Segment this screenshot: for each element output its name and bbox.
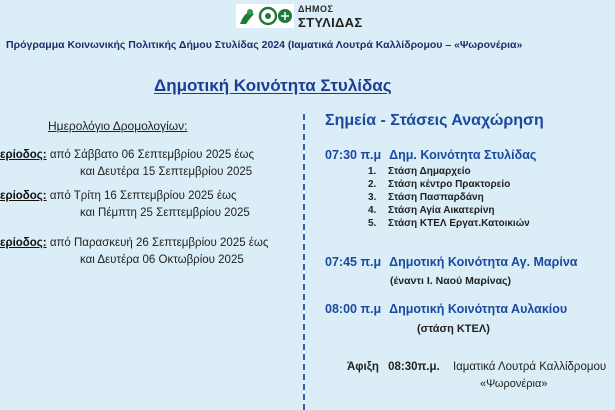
route-note: (στάση ΚΤΕΛ) (417, 323, 490, 335)
period-start: από Παρασκευή 26 Σεπτεμβρίου 2025 έως (49, 237, 269, 249)
arrival-place: Ιαματικά Λουτρά Καλλίδρομου (452, 361, 607, 373)
list-item: 1. Στάση Δημαρχείο (368, 166, 471, 177)
community-title: Δημοτική Κοινότητα Στυλίδας (154, 76, 392, 95)
route-place: Δημ. Κοινότητα Στυλίδας (389, 148, 537, 162)
period-label: ερίοδος: (0, 149, 47, 161)
list-item: 3. Στάση Πασπαρδάνη (368, 192, 484, 203)
list-item: 5. Στάση ΚΤΕΛ Εργατ.Κατοικιών (368, 218, 530, 229)
period-block (0, 235, 268, 269)
municipality-logo (236, 3, 363, 30)
route-time: 08:00 π.μ (325, 302, 382, 316)
list-item: 2. Στάση κέντρο Πρακτορείο (368, 179, 511, 190)
period-start: από Τρίτη 16 Σεπτεμβρίου 2025 έως (49, 190, 237, 202)
period-block (0, 188, 250, 222)
route-time: 07:30 π.μ (325, 148, 382, 162)
route-agia-marina (325, 255, 577, 269)
arrival-time: 08:30π.μ. (388, 361, 440, 373)
route-place: Δημοτική Κοινότητα Αγ. Μαρίνα (389, 255, 578, 269)
period-block (0, 147, 254, 181)
program-headline: Πρόγραμμα Κοινωνικής Πολιτικής Δήμου Στυλίδας 2024 (Ιαματικά Λουτρά Καλλίδρομου – «Ψωρονέρια» (6, 39, 523, 51)
period-label: ερίοδος: (0, 237, 47, 249)
route-time: 07:45 π.μ (325, 255, 382, 269)
period-end: και Δευτέρα 06 Οκτωβρίου 2025 (80, 254, 244, 266)
column-divider (303, 114, 305, 410)
period-label: ερίοδος: (0, 190, 47, 202)
list-item: 4. Στάση Αγία Αικατερίνη (368, 205, 495, 216)
arrival-label: Άφιξη (347, 361, 379, 373)
logo-text-top: ΔΗΜΟΣ (298, 4, 334, 14)
route-stylida (325, 148, 536, 162)
logo-emblem-icon (236, 4, 294, 28)
route-note: (έναντι Ι. Ναού Μαρίνας) (390, 275, 511, 287)
period-end: και Πέμπτη 25 Σεπτεμβρίου 2025 (80, 207, 250, 219)
arrival-line (347, 361, 606, 373)
period-end: και Δευτέρα 15 Σεπτεμβρίου 2025 (80, 166, 253, 178)
logo-text-bottom: ΣΤΥΛΙΔΑΣ (298, 15, 363, 30)
route-place: Δημοτική Κοινότητα Αυλακίου (389, 302, 568, 316)
route-avlaki (325, 302, 567, 316)
stops-title: Σημεία - Στάσεις Αναχώρηση (325, 112, 544, 129)
arrival-place-nickname: «Ψωρονέρια» (480, 378, 548, 390)
stops-list (368, 165, 530, 230)
period-start: από Σάββατο 06 Σεπτεμβρίου 2025 έως (49, 149, 255, 161)
schedule-calendar-title: Ημερολόγιο Δρομολογίων: (48, 119, 188, 133)
